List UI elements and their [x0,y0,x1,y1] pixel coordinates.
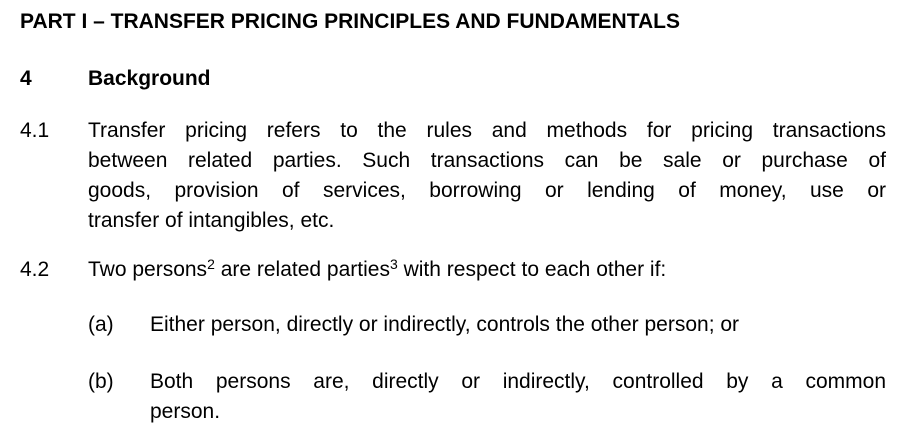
text-line: Either person, directly or indirectly, controls the other person; or [150,313,740,336]
text-line: goods, provision of services, borrowing or lending of money, use or [88,179,886,202]
paragraph-4-1 [20,116,886,236]
text-line: person. [150,400,221,423]
text-run: Two persons [88,258,208,281]
list-item-a-label: (a) [88,313,114,336]
paragraph-4-2-text [88,255,886,285]
list-item-b-text [150,367,886,427]
section-number: 4 [20,67,32,90]
list-item-b [20,367,886,427]
section-heading [20,64,886,94]
text-line: between related parties. Such transactions can be sale or purchase of [88,149,886,172]
list-item-a-text [150,310,886,340]
text-line: Both persons are, directly or indirectly, controlled by a common [150,370,886,393]
text-line: transfer of intangibles, etc. [88,209,335,232]
list-item-b-label: (b) [88,370,114,393]
part-heading: PART I – TRANSFER PRICING PRINCIPLES AND FUNDAMENTALS [20,10,680,33]
paragraph-4-2-number: 4.2 [20,258,50,281]
text-run: with respect to each other if: [397,258,667,281]
section-title: Background [88,67,211,90]
list-item-a [20,310,886,340]
paragraph-4-1-text [88,116,886,236]
paragraph-4-1-number: 4.1 [20,119,50,142]
footnote-ref-2: 2 [207,256,215,272]
text-run: are related parties [214,258,390,281]
footnote-ref-3: 3 [389,256,398,272]
paragraph-4-2 [20,255,886,285]
text-line: Transfer pricing refers to the rules and methods for pricing transactions [88,119,886,142]
